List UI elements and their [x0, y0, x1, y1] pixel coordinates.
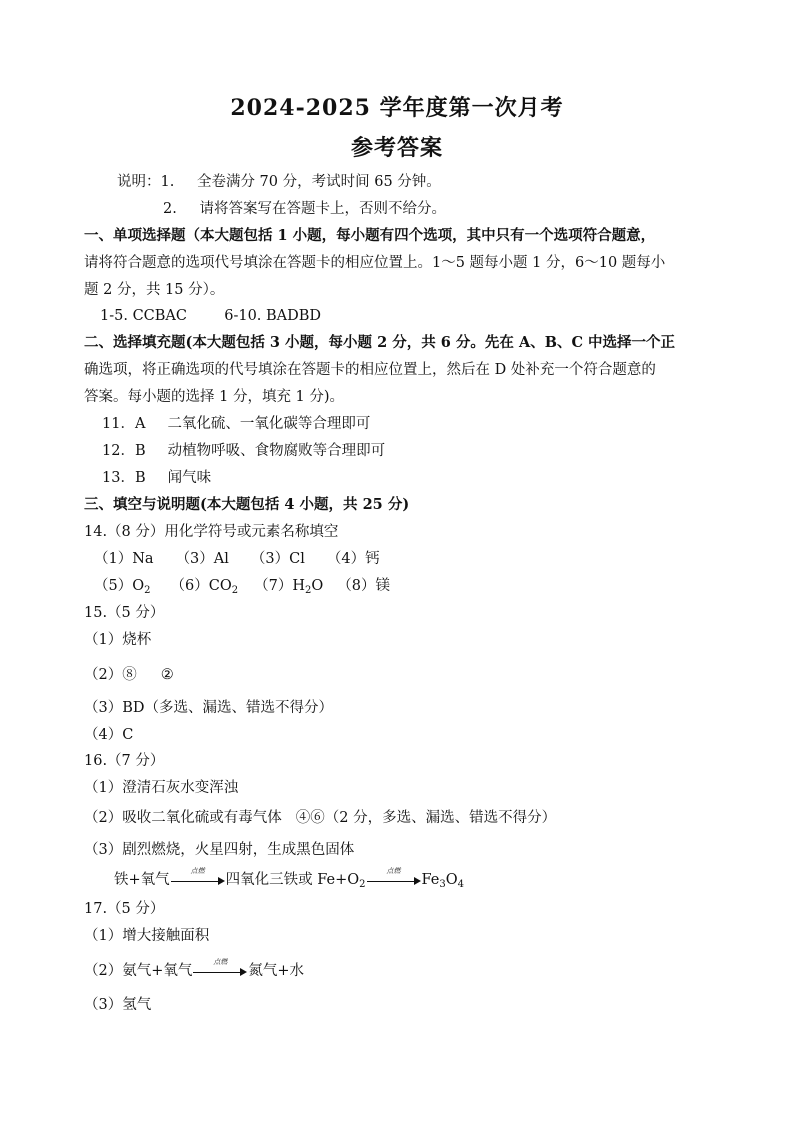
page-subtitle: 参考答案 — [350, 135, 443, 161]
note-2-text: 请将答案写在答题卡上，否则不给分。 — [199, 201, 446, 217]
q14-answer-5: $(5)O_2$ — [94, 578, 151, 596]
section-1-line-3: 题 2 分，共 15 分）。 — [84, 282, 225, 298]
notes-line-1 — [117, 172, 441, 192]
q16-answer-2: （2）吸收二氧化硫或有毒气体 ④⑥（2 分，多选、漏选、错选不得分） — [84, 810, 557, 826]
section-2-line-2: 确选项，将正确选项的代号填涂在答题卡的相应位置上，然后在 D 处补充一个符合题意的 — [84, 362, 656, 378]
q16-answer-1: （1）澄清石灰水变浑浊 — [84, 780, 239, 796]
q15-answer-1: （1）烧杯 — [84, 632, 152, 648]
q15-answer-4: （4）C — [84, 727, 134, 743]
section-1-answers — [100, 306, 321, 326]
q15-answer-2: （2）⑧ ② — [84, 667, 174, 683]
answer-item-number: 13．B — [102, 470, 146, 486]
question-14-title: 14.（8 分）用化学符号或元素名称填空 — [84, 524, 339, 540]
q17-answer-2: （2）氨气+氧气 点燃 氮气+水 — [84, 958, 305, 979]
q16-equation: 铁+氧气 点燃 四氧化三铁或 $Fe+O_2$ 点燃 $Fe_3O_4$ — [114, 867, 465, 890]
q17-answer-3: （3）氢气 — [84, 997, 152, 1013]
reaction-arrow-icon: 点燃 — [171, 873, 225, 887]
answer-value-6-10: BADBD — [266, 308, 322, 324]
q17-answer-1: （1）增大接触面积 — [84, 928, 210, 944]
question-15-title: 15.（5 分） — [84, 605, 165, 621]
note-1-text: 全卷满分 70 分，考试时间 65 分钟。 — [196, 174, 441, 190]
q16-answer-3: （3）剧烈燃烧，火星四射，生成黑色固体 — [84, 842, 355, 858]
answer-item-13 — [102, 468, 211, 488]
answer-item-11 — [102, 414, 370, 434]
q14-answer-8: （8）镁 — [337, 578, 390, 594]
note-1-number: 1. — [160, 174, 175, 190]
section-3-heading: 三、填空与说明题(本大题包括 4 小题，共 25 分) — [84, 496, 410, 513]
section-1-heading: 一、单项选择题（本大题包括 1 小题，每小题有四个选项，其中只有一个选项符合题意， — [84, 227, 656, 244]
question-16-title: 16.（7 分） — [84, 753, 165, 769]
reaction-arrow-icon: 点燃 — [193, 964, 247, 978]
q14-answer-4: （4）钙 — [326, 551, 380, 567]
answer-item-12 — [102, 441, 385, 461]
question-14-answers-row-2 — [94, 576, 390, 596]
notes-line-2 — [163, 199, 446, 219]
notes-label: 说明： — [117, 174, 161, 190]
q14-answer-7: $(7)H_2O$ — [254, 578, 324, 596]
q14-answer-3: （3）Cl — [250, 551, 305, 567]
q14-answer-1: （1）Na — [94, 551, 154, 567]
answer-item-number: 12．B — [102, 443, 146, 459]
question-17-title: 17.（5 分） — [84, 901, 165, 917]
section-1-line-2: 请将符合题意的选项代号填涂在答题卡的相应位置上。1～5 题每小题 1 分，6～10 题每小 — [84, 255, 666, 271]
answer-range-1-5: 1-5. — [100, 308, 128, 324]
reaction-arrow-icon: 点燃 — [367, 873, 421, 887]
answer-item-text: 二氧化硫、一氧化碳等合理即可 — [167, 416, 371, 432]
section-2-heading: 二、选择填充题(本大题包括 3 小题，每小题 2 分，共 6 分。先在 A、B、C 中选择一个正 — [84, 334, 676, 351]
answer-range-6-10: 6-10. — [224, 308, 262, 324]
section-2-line-3: 答案。每小题的选择 1 分，填充 1 分)。 — [84, 389, 345, 405]
q15-answer-3: （3）BD（多选、漏选、错选不得分） — [84, 700, 334, 716]
answer-item-number: 11．A — [102, 416, 146, 432]
q14-answer-2: （3）Al — [175, 551, 229, 567]
page-title: 2024-2025 学年度第一次月考 — [230, 95, 564, 121]
answer-item-text: 动植物呼吸、食物腐败等合理即可 — [167, 443, 386, 459]
note-2-number: 2. — [163, 201, 177, 217]
question-14-answers-row-1 — [94, 549, 380, 569]
answer-item-text: 闻气味 — [167, 470, 212, 486]
q14-answer-6: $(6)CO_2$ — [170, 578, 239, 596]
answer-value-1-5: CCBAC — [132, 308, 187, 324]
